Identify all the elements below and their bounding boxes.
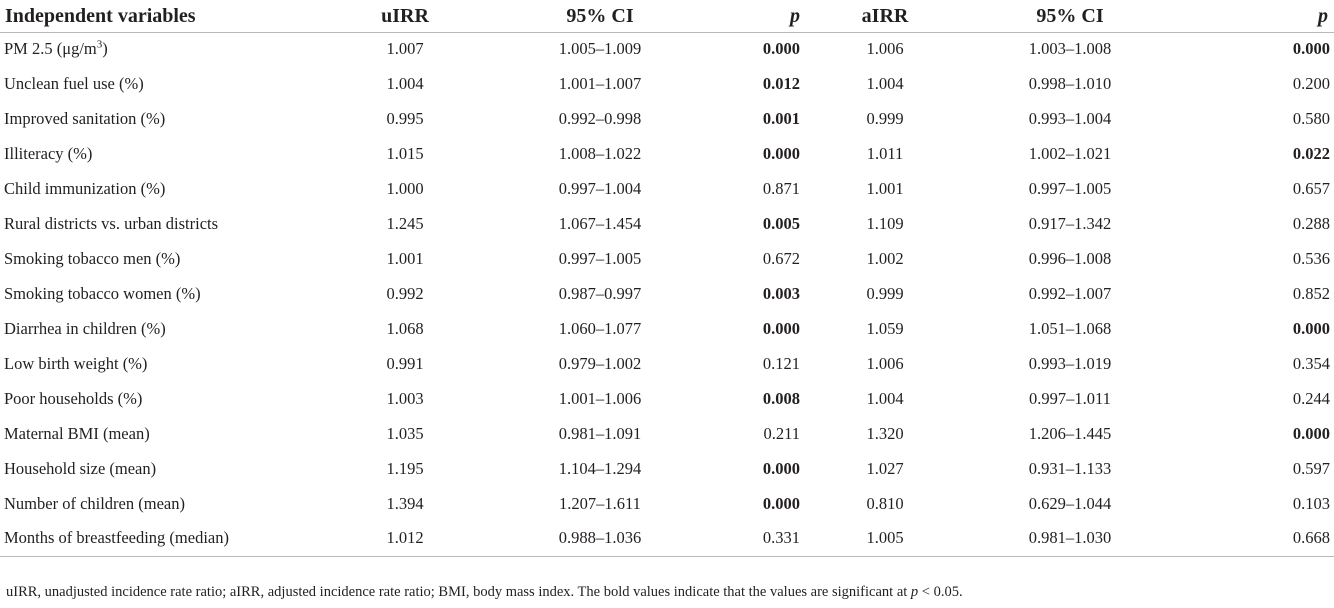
- cell-ci-adjusted: 0.992–1.007: [1028, 283, 1112, 303]
- cell-p-unadjusted: 0.672: [762, 248, 800, 268]
- cell-airr: 1.001: [866, 178, 904, 198]
- row-variable-label: [0, 311, 330, 346]
- cell-p-adjusted: 0.668: [1292, 528, 1330, 548]
- cell-airr: 1.002: [866, 248, 904, 268]
- cell-airr: 1.006: [866, 353, 904, 373]
- table-row: [0, 381, 1334, 416]
- cell-p-unadjusted: 0.871: [762, 178, 800, 198]
- table-row: [0, 101, 1334, 136]
- row-variable-label: [0, 381, 330, 416]
- header-uirr: uIRR: [381, 4, 429, 27]
- row-variable-text: Months of breastfeeding (median): [4, 528, 229, 548]
- cell-uirr: 1.015: [386, 143, 424, 163]
- cell-p-adjusted: 0.244: [1292, 388, 1330, 408]
- table-row: [0, 206, 1334, 241]
- table-row: [0, 416, 1334, 451]
- cell-p-adjusted: 0.000: [1292, 318, 1330, 338]
- cell-ci-unadjusted: 0.979–1.002: [558, 353, 642, 373]
- cell-p-unadjusted: 0.000: [762, 493, 800, 513]
- row-variable-text: Household size (mean): [4, 458, 157, 478]
- table-header-row: [0, 0, 1334, 32]
- cell-ci-unadjusted: 1.207–1.611: [559, 493, 641, 513]
- cell-p-adjusted: 0.354: [1292, 353, 1330, 373]
- cell-p-adjusted: 0.597: [1292, 458, 1330, 478]
- row-variable-label: [0, 486, 330, 521]
- cell-airr: 1.320: [866, 423, 904, 443]
- row-variable-text: Poor households (%): [4, 388, 143, 408]
- cell-ci-adjusted: 0.996–1.008: [1028, 248, 1112, 268]
- cell-p-adjusted: 0.657: [1292, 178, 1330, 198]
- row-variable-label: [0, 171, 330, 206]
- cell-ci-adjusted: 0.997–1.011: [1029, 388, 1111, 408]
- cell-ci-adjusted: 1.003–1.008: [1028, 39, 1112, 59]
- row-variable-suffix: ): [102, 39, 108, 59]
- cell-uirr: 1.012: [386, 528, 424, 548]
- cell-uirr: 1.394: [386, 493, 424, 513]
- header-p-unadjusted: p: [790, 4, 800, 27]
- cell-ci-unadjusted: 0.981–1.091: [558, 423, 642, 443]
- cell-airr: 1.027: [866, 458, 904, 478]
- row-variable-text: Rural districts vs. urban districts: [4, 213, 219, 233]
- table-row: [0, 171, 1334, 206]
- header-ci-adjusted: 95% CI: [1036, 4, 1104, 27]
- cell-uirr: 0.991: [386, 353, 424, 373]
- table-row: [0, 136, 1334, 171]
- cell-airr: 1.005: [866, 528, 904, 548]
- table-row: [0, 276, 1334, 311]
- cell-ci-unadjusted: 1.060–1.077: [558, 318, 642, 338]
- row-variable-superscript: 3: [96, 38, 103, 51]
- row-variable-label: [0, 276, 330, 311]
- cell-uirr: 1.068: [386, 318, 424, 338]
- table-body: [0, 32, 1334, 556]
- table-row: [0, 241, 1334, 276]
- footnote-p-symbol: p: [910, 584, 919, 600]
- cell-ci-unadjusted: 1.067–1.454: [558, 213, 642, 233]
- cell-p-unadjusted: 0.121: [762, 353, 800, 373]
- cell-p-unadjusted: 0.003: [762, 283, 800, 303]
- row-variable-text: Improved sanitation (%): [4, 108, 166, 128]
- cell-uirr: 1.004: [386, 73, 424, 93]
- cell-ci-adjusted: 0.981–1.030: [1028, 528, 1112, 548]
- row-variable-text: PM 2.5 (μg/m: [4, 39, 97, 59]
- table-row: [0, 346, 1334, 381]
- row-variable-label: [0, 451, 330, 486]
- row-variable-text: Maternal BMI (mean): [4, 423, 150, 443]
- cell-p-adjusted: 0.103: [1292, 493, 1330, 513]
- cell-uirr: 1.000: [386, 178, 424, 198]
- cell-uirr: 0.995: [386, 108, 424, 128]
- cell-ci-adjusted: 0.917–1.342: [1028, 213, 1112, 233]
- cell-airr: 1.004: [866, 388, 904, 408]
- table-row: [0, 311, 1334, 346]
- cell-uirr: 1.001: [386, 248, 424, 268]
- cell-p-adjusted: 0.852: [1292, 283, 1330, 303]
- cell-p-unadjusted: 0.012: [762, 73, 800, 93]
- cell-p-unadjusted: 0.331: [762, 528, 800, 548]
- row-variable-label: [0, 136, 330, 171]
- cell-uirr: 1.245: [386, 213, 424, 233]
- cell-p-unadjusted: 0.000: [762, 39, 800, 59]
- footnote-text: uIRR, unadjusted incidence rate ratio; aIRR, adjusted incidence rate ratio; BMI, body mass index. The bold values indicate that the values are significant at: [6, 584, 911, 600]
- cell-p-unadjusted: 0.008: [762, 388, 800, 408]
- table-row: [0, 521, 1334, 556]
- cell-p-adjusted: 0.000: [1292, 39, 1330, 59]
- cell-airr: 1.006: [866, 39, 904, 59]
- cell-airr: 0.999: [866, 283, 904, 303]
- cell-ci-unadjusted: 0.987–0.997: [558, 283, 642, 303]
- cell-p-unadjusted: 0.000: [762, 318, 800, 338]
- cell-airr: 1.109: [866, 213, 904, 233]
- header-independent-variables: Independent variables: [5, 4, 196, 27]
- cell-ci-unadjusted: 1.104–1.294: [558, 458, 642, 478]
- cell-airr: 1.004: [866, 73, 904, 93]
- row-variable-text: Smoking tobacco men (%): [4, 248, 181, 268]
- cell-ci-adjusted: 0.931–1.133: [1028, 458, 1112, 478]
- cell-uirr: 0.992: [386, 283, 424, 303]
- row-variable-label: [0, 241, 330, 276]
- cell-airr: 0.810: [866, 493, 904, 513]
- cell-ci-adjusted: 0.997–1.005: [1028, 178, 1112, 198]
- cell-ci-unadjusted: 1.001–1.006: [558, 388, 642, 408]
- cell-p-adjusted: 0.022: [1292, 143, 1330, 163]
- table-footnote: [6, 584, 963, 601]
- row-variable-text: Number of children (mean): [4, 493, 185, 513]
- cell-uirr: 1.195: [386, 458, 424, 478]
- header-p-adjusted: p: [1318, 4, 1328, 27]
- cell-p-adjusted: 0.536: [1292, 248, 1330, 268]
- cell-ci-unadjusted: 0.997–1.004: [558, 178, 642, 198]
- cell-p-adjusted: 0.200: [1292, 73, 1330, 93]
- header-ci-unadjusted: 95% CI: [566, 4, 634, 27]
- cell-ci-adjusted: 0.629–1.044: [1028, 493, 1112, 513]
- cell-uirr: 1.035: [386, 423, 424, 443]
- table-row: [0, 451, 1334, 486]
- row-variable-label: [0, 206, 330, 241]
- cell-p-unadjusted: 0.000: [762, 458, 800, 478]
- cell-airr: 1.059: [866, 318, 904, 338]
- row-variable-label: [0, 66, 330, 101]
- cell-ci-unadjusted: 1.005–1.009: [558, 39, 642, 59]
- row-variable-label: [0, 416, 330, 451]
- cell-ci-unadjusted: 0.988–1.036: [558, 528, 642, 548]
- cell-ci-adjusted: 0.998–1.010: [1028, 73, 1112, 93]
- footnote-threshold: < 0.05.: [918, 584, 963, 600]
- row-variable-text: Smoking tobacco women (%): [4, 283, 201, 303]
- cell-uirr: 1.003: [386, 388, 424, 408]
- row-variable-text: Child immunization (%): [4, 178, 166, 198]
- row-variable-label: [0, 521, 330, 556]
- row-variable-text: Unclean fuel use (%): [4, 73, 144, 93]
- cell-p-unadjusted: 0.000: [762, 143, 800, 163]
- cell-ci-adjusted: 1.206–1.445: [1028, 423, 1112, 443]
- cell-p-unadjusted: 0.001: [762, 108, 800, 128]
- row-variable-label: [0, 32, 330, 66]
- cell-ci-adjusted: 1.051–1.068: [1028, 318, 1112, 338]
- cell-p-unadjusted: 0.211: [763, 423, 800, 443]
- cell-ci-unadjusted: 1.001–1.007: [558, 73, 642, 93]
- cell-airr: 0.999: [866, 108, 904, 128]
- cell-ci-unadjusted: 1.008–1.022: [558, 143, 642, 163]
- cell-ci-unadjusted: 0.992–0.998: [558, 108, 642, 128]
- cell-airr: 1.011: [866, 143, 904, 163]
- cell-ci-adjusted: 1.002–1.021: [1028, 143, 1112, 163]
- table-row: [0, 66, 1334, 101]
- row-variable-label: [0, 346, 330, 381]
- cell-ci-adjusted: 0.993–1.004: [1028, 108, 1112, 128]
- table-row: [0, 32, 1334, 66]
- cell-ci-adjusted: 0.993–1.019: [1028, 353, 1112, 373]
- cell-uirr: 1.007: [386, 39, 424, 59]
- header-airr: aIRR: [861, 4, 909, 27]
- row-variable-text: Illiteracy (%): [4, 143, 93, 163]
- row-variable-label: [0, 101, 330, 136]
- table-row: [0, 486, 1334, 521]
- cell-ci-unadjusted: 0.997–1.005: [558, 248, 642, 268]
- row-variable-text: Diarrhea in children (%): [4, 318, 166, 338]
- cell-p-adjusted: 0.000: [1292, 423, 1330, 443]
- cell-p-adjusted: 0.288: [1292, 213, 1330, 233]
- row-variable-text: Low birth weight (%): [4, 353, 148, 373]
- cell-p-unadjusted: 0.005: [762, 213, 800, 233]
- cell-p-adjusted: 0.580: [1292, 108, 1330, 128]
